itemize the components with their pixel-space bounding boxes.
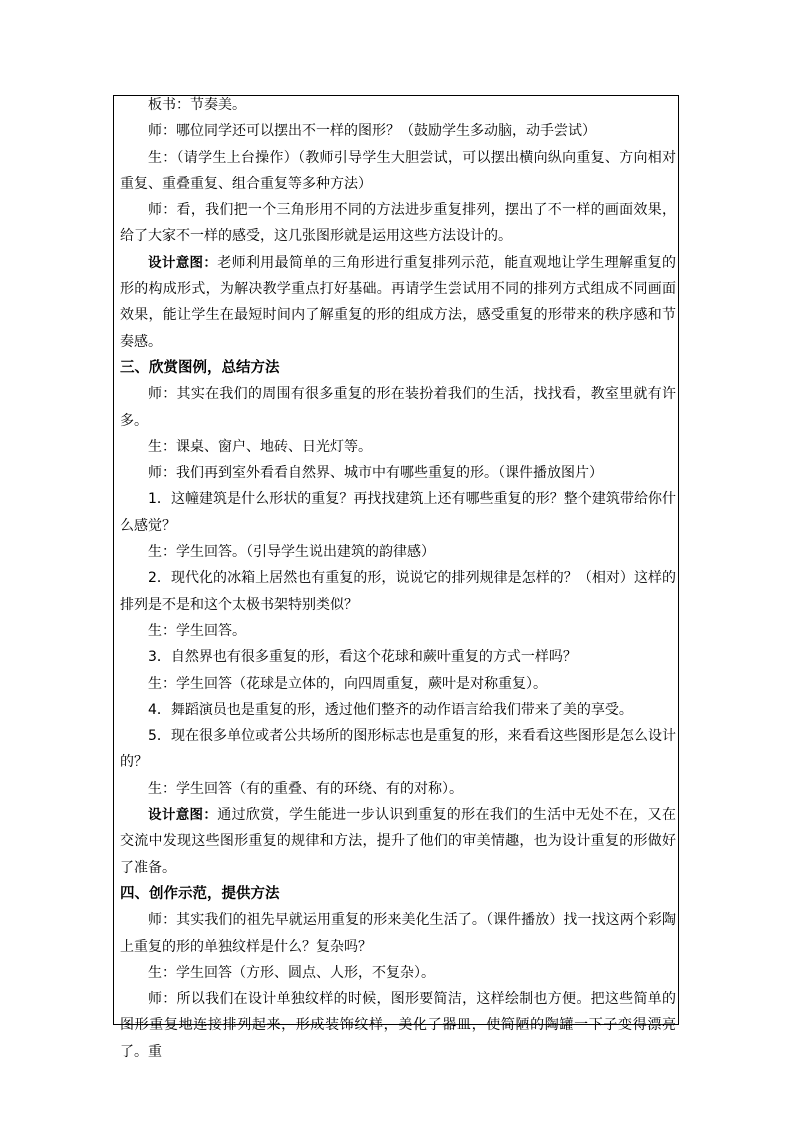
design-intent-paragraph <box>120 250 676 355</box>
design-intent-label: 设计意图： <box>148 807 218 824</box>
section-heading: 四、创作示范，提供方法 <box>120 885 280 902</box>
paragraph: 师：所以我们在设计单独纹样的时候，图形要简洁，这样绘制也方便。把这些简单的图形重复地连接排列起来，形成装饰纹样，美化了器皿，使简陋的陶罐一下子变得漂亮了。重 <box>120 991 676 1060</box>
design-intent-text: 通过欣赏，学生能进一步认识到重复的形在我们的生活中无处不在，又在交流中发现这些图形重复的规律和方法，提升了他们的审美情趣，也为设计重复的形做好了准备。 <box>120 807 677 876</box>
paragraph: 2．现代化的冰箱上居然也有重复的形，说说它的排列规律是怎样的？（相对）这样的排列是不是和这个太极书架特别类似？ <box>120 570 676 613</box>
paragraph: 师：哪位同学还可以摆出不一样的图形？（鼓励学生多动脑，动手尝试） <box>148 123 596 140</box>
paragraph: 生：学生回答。 <box>148 622 246 639</box>
paragraph: 3．自然界也有很多重复的形，看这个花球和蕨叶重复的方式一样吗？ <box>148 649 577 666</box>
lesson-content <box>120 92 676 1065</box>
paragraph: 师：我们再到室外看看自然界、城市中有哪些重复的形。（课件播放图片） <box>148 465 603 482</box>
paragraph: 板书：节奏美。 <box>148 97 246 113</box>
design-intent-text: 老师利用最简单的三角形进行重复排列示范，能直观地让学生理解重复的形的构成形式，为解决教学重点打好基础。再请学生尝试用不同的排列方式组成不同画面效果，能让学生在最短时间内了解重复的形的组成方法，感受重复的形带来的秩序感和节奏感。 <box>120 254 677 350</box>
design-intent-label: 设计意图： <box>148 254 218 271</box>
design-intent-paragraph <box>120 802 676 881</box>
section-heading: 三、欣赏图例，总结方法 <box>120 359 280 376</box>
paragraph: 生：学生回答。（引导学生说出建筑的韵律感） <box>148 544 435 561</box>
paragraph: 师：其实我们的祖先早就运用重复的形来美化生活了。（课件播放）找一找这两个彩陶上重复的形的单独纹样是什么？复杂吗？ <box>120 912 676 955</box>
paragraph: 生：学生回答（方形、圆点、人形，不复杂）。 <box>148 964 435 981</box>
paragraph: 师：看，我们把一个三角形用不同的方法进步重复排列，摆出了不一样的画面效果，给了大家不一样的感受，这几张图形就是运用这些方法设计的。 <box>120 202 676 245</box>
paragraph: 5．现在很多单位或者公共场所的图形标志也是重复的形，来看看这些图形是怎么设计的？ <box>120 728 676 771</box>
paragraph: 师：其实在我们的周围有很多重复的形在装扮着我们的生活，找找看，教室里就有许多。 <box>120 386 676 429</box>
paragraph: 1．这幢建筑是什么形状的重复？再找找建筑上还有哪些重复的形？整个建筑带给你什么感觉？ <box>120 491 676 534</box>
paragraph: 生：学生回答（花球是立体的，向四周重复，蕨叶是对称重复）。 <box>148 675 547 692</box>
paragraph: 生：（请学生上台操作）（教师引导学生大胆尝试，可以摆出横向纵向重复、方向相对重复、重叠重复、组合重复等多种方法） <box>120 149 676 192</box>
paragraph: 生：学生回答（有的重叠、有的环绕、有的对称）。 <box>148 780 463 797</box>
paragraph: 生：课桌、窗户、地砖、日光灯等。 <box>148 438 372 455</box>
paragraph: 4．舞蹈演员也是重复的形，透过他们整齐的动作语言给我们带来了美的享受。 <box>148 701 633 718</box>
